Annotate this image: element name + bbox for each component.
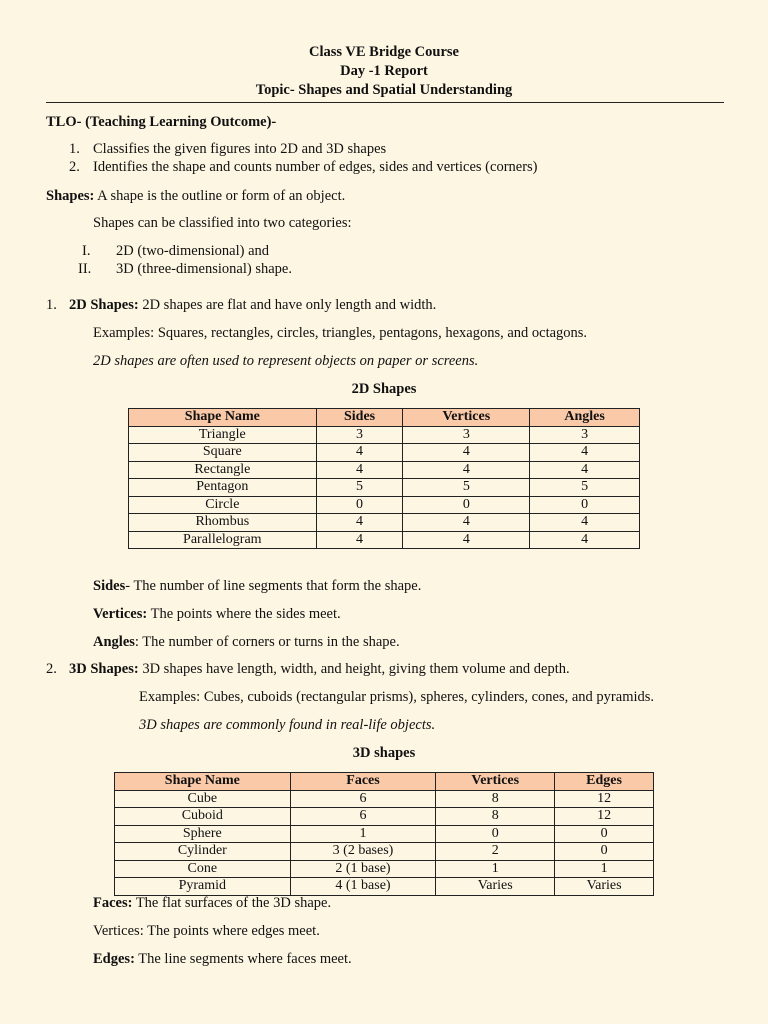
table-row <box>129 479 640 497</box>
cell: 4 <box>530 461 640 479</box>
table-row <box>129 496 640 514</box>
cell: Rectangle <box>129 461 317 479</box>
tlo-item-text: Identifies the shape and counts number of edges, sides and vertices (corners) <box>93 159 538 175</box>
table-row <box>129 426 640 444</box>
tlo-heading: TLO- (Teaching Learning Outcome)- <box>46 114 277 130</box>
cell: 8 <box>436 808 555 826</box>
table-3d <box>114 772 654 896</box>
col-header: Edges <box>555 773 654 791</box>
cell: 0 <box>555 843 654 861</box>
cell: 4 <box>403 514 530 532</box>
topic-line: Topic- Shapes and Spatial Understanding <box>255 82 513 98</box>
cell: 4 <box>403 461 530 479</box>
category-text: 2D (two-dimensional) and <box>116 243 270 259</box>
table-row <box>115 825 654 843</box>
cell: Square <box>129 444 317 462</box>
category-text: 3D (three-dimensional) shape. <box>116 261 292 277</box>
cell: 12 <box>555 790 654 808</box>
cell: Sphere <box>115 825 291 843</box>
cell: 4 <box>403 531 530 549</box>
table-3d-title: 3D shapes <box>352 745 416 761</box>
section-2d-heading: 2D Shapes: 2D shapes are flat and have only length and width. <box>69 297 437 313</box>
table-header-row <box>115 773 654 791</box>
cell: 6 <box>290 808 436 826</box>
def-sides: Sides- The number of line segments that form the shape. <box>93 578 422 594</box>
table-row <box>129 514 640 532</box>
cell: Varies <box>436 878 555 896</box>
cell: 3 <box>316 426 403 444</box>
table-row <box>129 461 640 479</box>
cell: 0 <box>555 825 654 843</box>
col-header: Vertices <box>436 773 555 791</box>
cell: 4 <box>316 444 403 462</box>
cell: 1 <box>436 860 555 878</box>
col-header: Shape Name <box>129 409 317 427</box>
cell: Varies <box>555 878 654 896</box>
section-2d-num: 1. <box>46 297 57 313</box>
cell: 5 <box>316 479 403 497</box>
cell: Cylinder <box>115 843 291 861</box>
cell: 4 <box>530 444 640 462</box>
tlo-item-num: 2. <box>69 159 80 175</box>
section-2d-note: 2D shapes are often used to represent objects on paper or screens. <box>93 353 479 369</box>
cell: 3 (2 bases) <box>290 843 436 861</box>
section-3d-note: 3D shapes are commonly found in real-life objects. <box>139 717 436 733</box>
table-row <box>129 531 640 549</box>
section-3d-examples: Examples: Cubes, cuboids (rectangular prisms), spheres, cylinders, cones, and pyramids. <box>139 689 655 705</box>
title-line-1: Class VE Bridge Course <box>309 44 459 60</box>
header-divider <box>46 102 724 103</box>
cell: 1 <box>290 825 436 843</box>
cell: Rhombus <box>129 514 317 532</box>
cell: 6 <box>290 790 436 808</box>
table-row <box>115 878 654 896</box>
shapes-definition: Shapes: A shape is the outline or form of an object. <box>46 188 346 204</box>
cell: 2 <box>436 843 555 861</box>
cell: 4 (1 base) <box>290 878 436 896</box>
title-line-2: Day -1 Report <box>340 63 428 79</box>
col-header: Angles <box>530 409 640 427</box>
col-header: Faces <box>290 773 436 791</box>
categories-intro: Shapes can be classified into two categories: <box>93 215 352 231</box>
cell: 8 <box>436 790 555 808</box>
cell: 5 <box>403 479 530 497</box>
cell: Pentagon <box>129 479 317 497</box>
table-row <box>129 444 640 462</box>
cell: 4 <box>316 514 403 532</box>
table-header-row <box>129 409 640 427</box>
col-header: Vertices <box>403 409 530 427</box>
table-2d <box>128 408 640 549</box>
cell: 4 <box>403 444 530 462</box>
cell: 3 <box>403 426 530 444</box>
def-edges: Edges: The line segments where faces meet. <box>93 951 352 967</box>
cell: Cuboid <box>115 808 291 826</box>
cell: Pyramid <box>115 878 291 896</box>
cell: Triangle <box>129 426 317 444</box>
col-header: Shape Name <box>115 773 291 791</box>
cell: 4 <box>530 514 640 532</box>
cell: 5 <box>530 479 640 497</box>
cell: 3 <box>530 426 640 444</box>
def-vertices: Vertices: The points where the sides meet. <box>93 606 341 622</box>
section-2d-examples: Examples: Squares, rectangles, circles, triangles, pentagons, hexagons, and octagons. <box>93 325 588 341</box>
col-header: Sides <box>316 409 403 427</box>
table-row <box>115 843 654 861</box>
cell: 2 (1 base) <box>290 860 436 878</box>
cell: 1 <box>555 860 654 878</box>
cell: 4 <box>316 461 403 479</box>
def-vertices-3d: Vertices: The points where edges meet. <box>93 923 320 939</box>
cell: Cone <box>115 860 291 878</box>
table-row <box>115 808 654 826</box>
table-row <box>115 790 654 808</box>
cell: Parallelogram <box>129 531 317 549</box>
def-angles: Angles: The number of corners or turns in the shape. <box>93 634 400 650</box>
cell: 0 <box>436 825 555 843</box>
cell: 0 <box>530 496 640 514</box>
section-3d-heading: 3D Shapes: 3D shapes have length, width, and height, giving them volume and depth. <box>69 661 570 677</box>
tlo-item-text: Classifies the given figures into 2D and 3D shapes <box>93 141 387 157</box>
table-row <box>115 860 654 878</box>
def-faces: Faces: The flat surfaces of the 3D shape. <box>93 895 332 911</box>
table-2d-title: 2D Shapes <box>351 381 417 397</box>
cell: 0 <box>403 496 530 514</box>
cell: 0 <box>316 496 403 514</box>
category-num: I. <box>82 243 91 259</box>
cell: Cube <box>115 790 291 808</box>
tlo-item-num: 1. <box>69 141 80 157</box>
category-num: II. <box>78 261 92 277</box>
cell: 12 <box>555 808 654 826</box>
section-3d-num: 2. <box>46 661 57 677</box>
cell: 4 <box>316 531 403 549</box>
cell: Circle <box>129 496 317 514</box>
cell: 4 <box>530 531 640 549</box>
